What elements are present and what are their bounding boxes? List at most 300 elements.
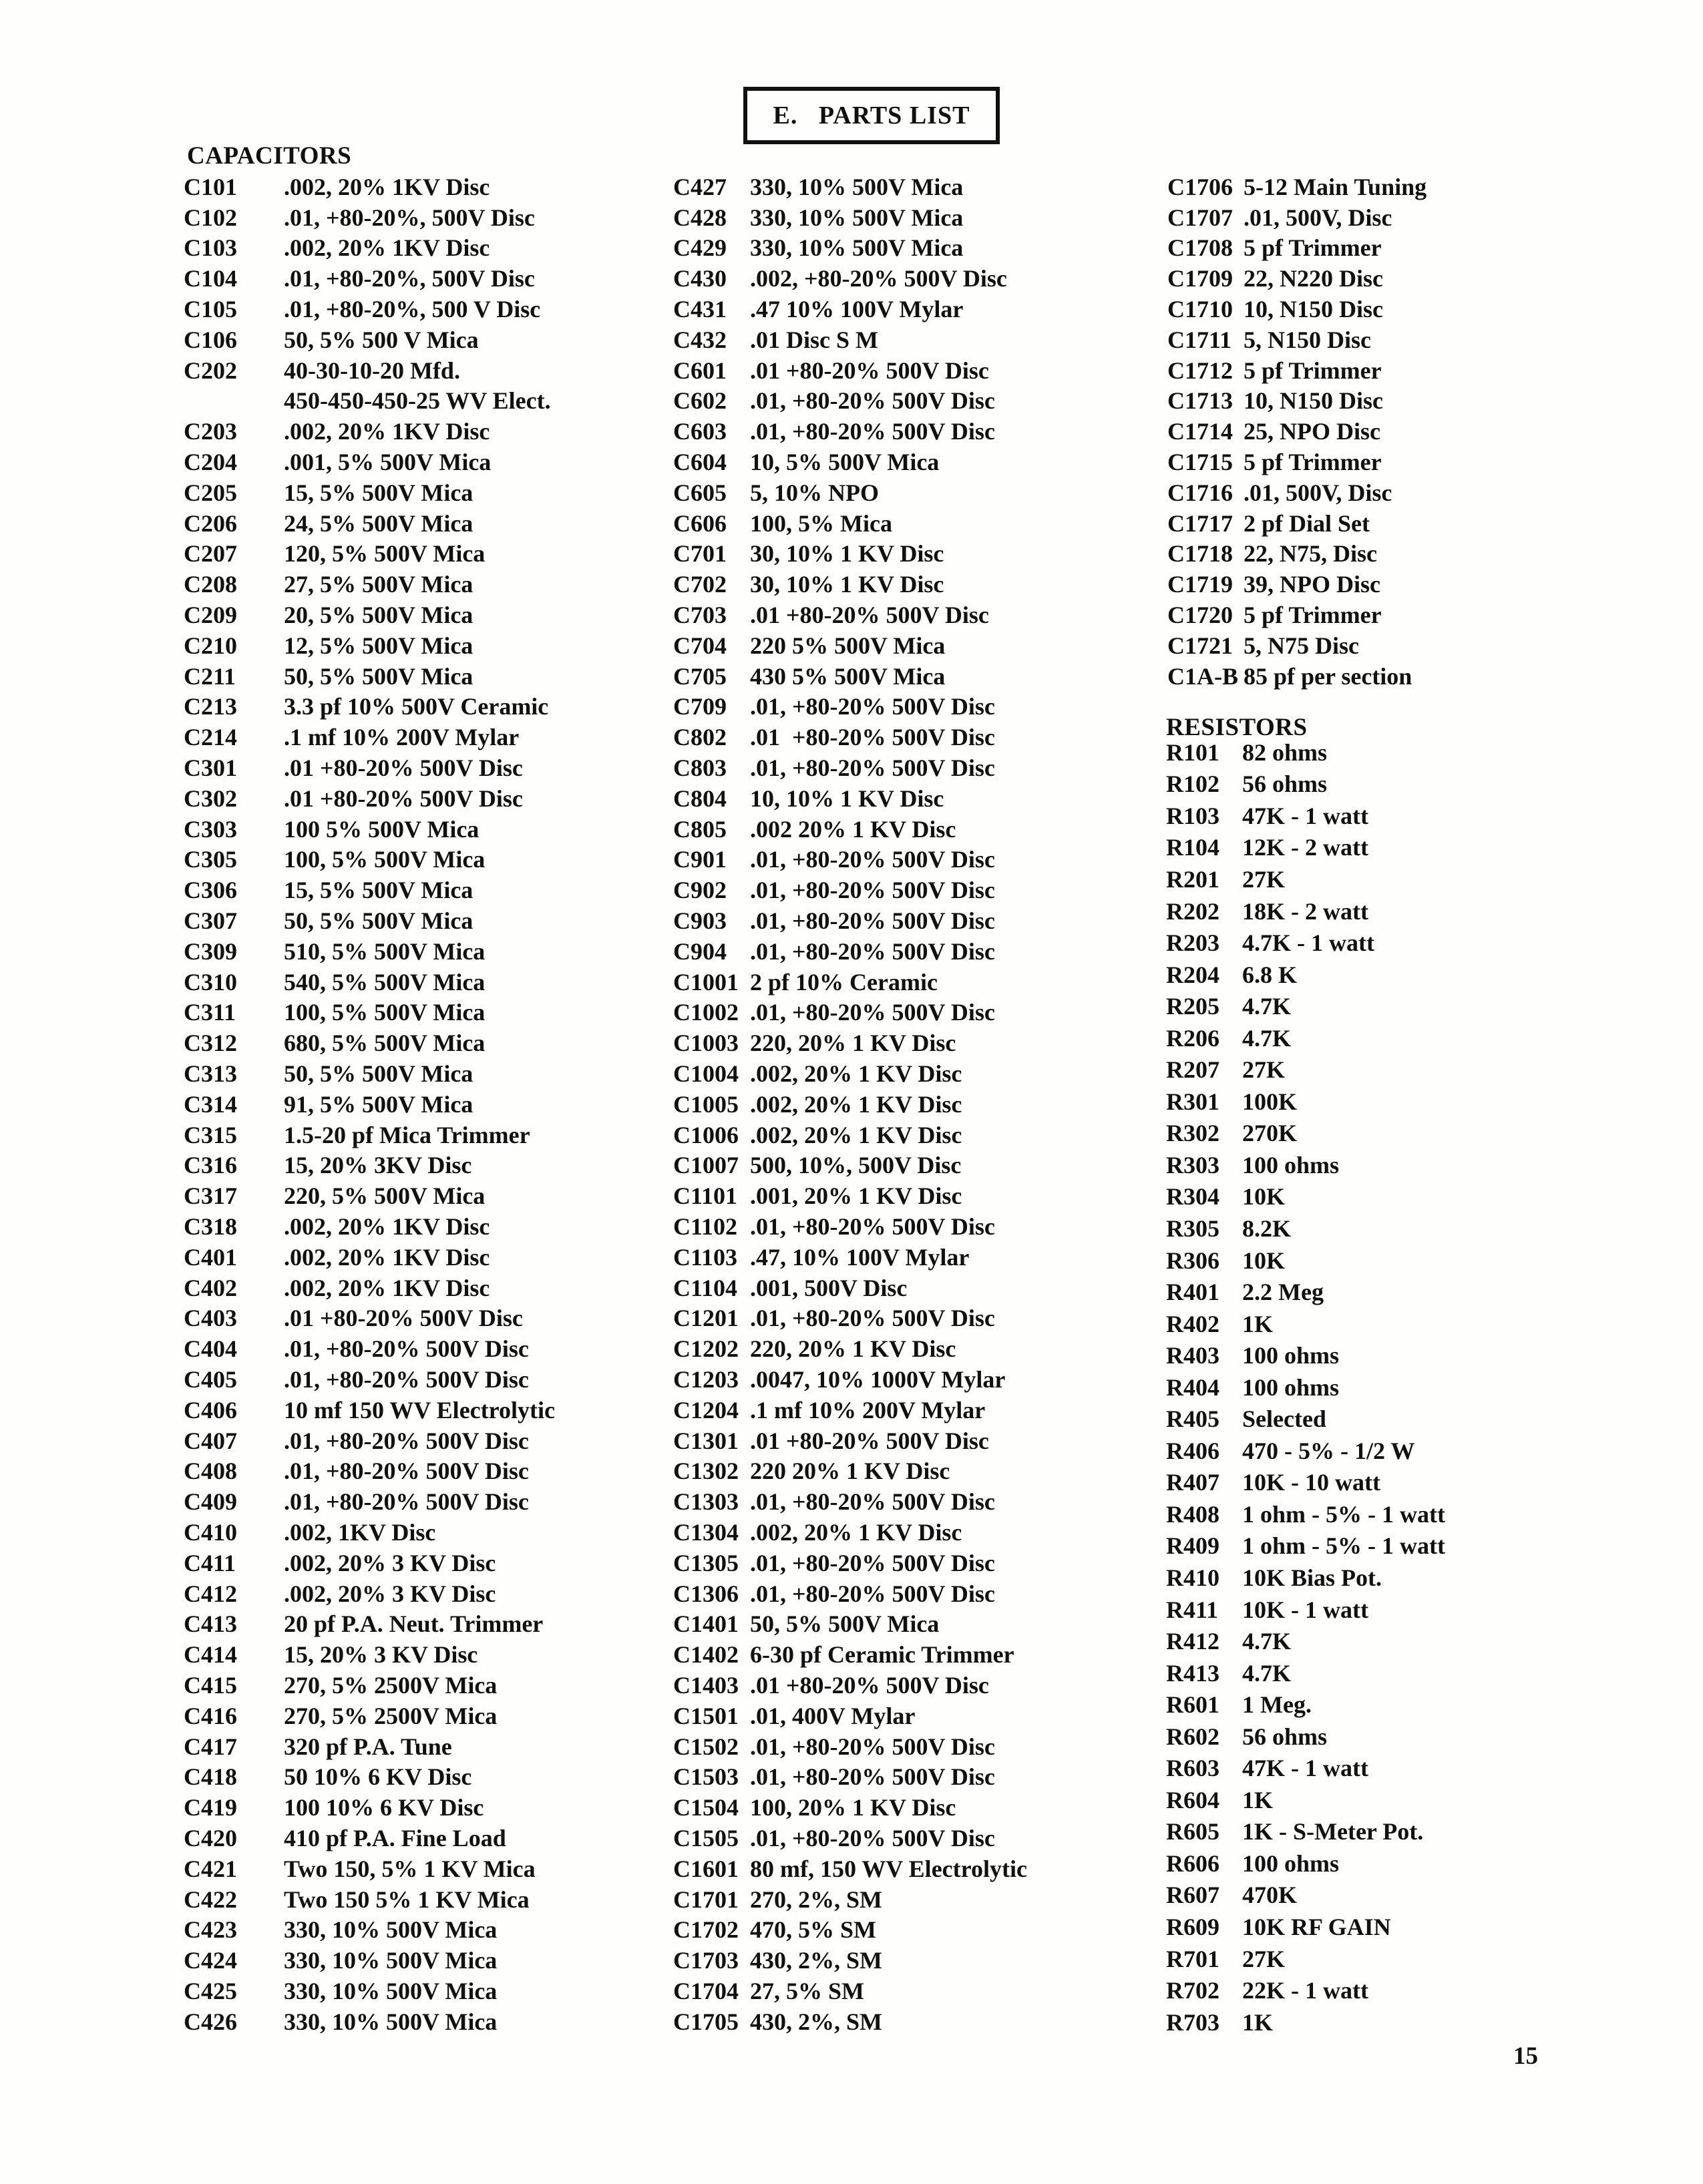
part-ref: C703 [673,602,727,629]
part-ref: C1502 [673,1733,739,1760]
parts-row [184,1028,651,1058]
part-ref: C426 [184,2008,237,2035]
parts-row [184,600,651,630]
part-desc: 410 pf P.A. Fine Load [284,1824,506,1851]
part-ref: C421 [184,1855,237,1882]
page-title: E. PARTS LIST [773,101,970,130]
part-desc: 5, N75 Disc [1244,632,1359,659]
parts-row [184,1333,651,1364]
part-desc: 10, 10% 1 KV Disc [750,785,944,812]
part-desc: 5 pf Trimmer [1244,357,1382,384]
part-ref: C211 [184,662,236,690]
part-desc: 5-12 Main Tuning [1244,173,1427,200]
parts-row [673,1180,1147,1211]
part-ref: C1713 [1167,387,1233,415]
part-ref: R408 [1166,1500,1219,1528]
part-ref: C1003 [673,1030,739,1057]
part-desc: .01 +80-20% 500V Disc [750,724,995,751]
parts-row [1166,863,1687,895]
part-ref: C1504 [673,1794,739,1821]
parts-row [184,1058,651,1089]
part-desc: .01, +80-20%, 500 V Disc [284,296,541,323]
part-ref: C1710 [1167,296,1233,323]
part-desc: 3.3 pf 10% 500V Ceramic [284,693,549,720]
part-desc: .01, +80-20% 500V Disc [750,1213,995,1240]
part-desc: 100 ohms [1242,1151,1340,1178]
parts-row [184,1823,651,1853]
parts-row [673,1456,1147,1486]
part-desc: 5 pf Trimmer [1244,602,1382,629]
part-ref: C315 [184,1121,237,1148]
part-ref: R302 [1166,1120,1219,1147]
part-ref: C307 [184,907,237,935]
parts-row [1166,1213,1687,1245]
part-desc: 330, 10% 500V Mica [284,1916,498,1944]
part-ref: R607 [1166,1882,1219,1909]
part-desc: .01, 400V Mylar [750,1702,916,1729]
parts-row [673,1028,1147,1058]
part-desc: 30, 10% 1 KV Disc [750,540,944,568]
part-desc: 330, 10% 500V Mica [750,173,964,200]
parts-row [184,1395,651,1426]
part-desc: 10, N150 Disc [1244,387,1383,415]
part-ref: C104 [184,265,237,292]
part-ref: C103 [184,234,237,262]
part-ref: R207 [1166,1056,1219,1084]
parts-row [1167,477,1688,508]
part-desc: 220, 5% 500V Mica [284,1182,486,1210]
part-desc: .01, +80-20% 500V Disc [750,1549,995,1576]
part-ref: C408 [184,1458,237,1485]
part-desc: .01, +80-20% 500V Disc [750,1733,995,1760]
parts-row [184,1608,651,1639]
part-desc: Two 150 5% 1 KV Mica [284,1886,530,1913]
parts-row [184,386,651,417]
capacitors-column-2 [673,172,1147,2037]
parts-row [673,905,1147,936]
parts-row [1166,1847,1687,1880]
parts-row [1166,800,1687,832]
parts-row [184,539,651,570]
part-ref: R401 [1166,1279,1219,1306]
parts-row [184,630,651,661]
parts-row [184,1976,651,2006]
part-desc: .002, 20% 1 KV Disc [750,1090,962,1118]
parts-row [184,692,651,722]
parts-row [1166,1753,1687,1785]
part-ref: C309 [184,937,237,965]
parts-row [1166,990,1687,1022]
part-ref: R407 [1166,1469,1219,1496]
part-ref: C1704 [673,1977,739,2004]
parts-row [184,1150,651,1181]
part-ref: C303 [184,815,237,843]
part-desc: .47 10% 100V Mylar [750,296,964,323]
parts-row [1166,1943,1687,1975]
part-ref: C420 [184,1824,237,1851]
parts-row [673,233,1147,264]
parts-row [673,202,1147,233]
part-ref: R702 [1166,1977,1219,2004]
part-desc: .01, +80-20% 500V Disc [284,1488,529,1516]
part-desc: 50 10% 6 KV Disc [284,1763,472,1791]
part-ref: C410 [184,1518,237,1546]
parts-row [673,1211,1147,1242]
parts-row [673,1608,1147,1639]
page-title-box [743,87,1000,144]
part-ref: C1720 [1167,602,1233,629]
part-desc: 27K [1242,1945,1286,1972]
part-desc: 1.5-20 pf Mica Trimmer [284,1121,530,1148]
part-desc: 430, 2%, SM [750,2008,882,2035]
part-desc: 510, 5% 500V Mica [284,937,486,965]
part-ref: C301 [184,754,237,782]
part-desc: .01, +80-20%, 500V Disc [284,204,535,231]
part-desc: 27, 5% 500V Mica [284,571,474,598]
part-ref: C427 [673,173,727,200]
part-desc: 270, 5% 2500V Mica [284,1671,498,1699]
part-ref: C1001 [673,968,739,996]
part-desc: .01 +80-20% 500V Disc [750,602,989,629]
parts-row [1166,1022,1687,1054]
part-ref: C302 [184,785,237,812]
parts-row [1167,600,1688,630]
part-ref: C1A-B [1167,662,1238,690]
part-desc: .01, +80-20% 500V Disc [750,846,995,873]
part-desc: 680, 5% 500V Mica [284,1030,486,1057]
parts-row [184,814,651,845]
part-desc: .01 Disc S M [750,326,878,353]
capacitors-column-1 [184,172,651,2037]
parts-row [673,752,1147,783]
part-ref: R410 [1166,1564,1219,1591]
part-ref: R202 [1166,897,1219,925]
part-ref: C411 [184,1549,236,1576]
part-desc: 1 ohm - 5% - 1 watt [1242,1500,1445,1528]
part-ref: C208 [184,571,237,598]
part-desc: 430 5% 500V Mica [750,662,946,690]
parts-row [673,936,1147,967]
part-ref: C1707 [1167,204,1233,231]
parts-row [673,967,1147,998]
parts-row [673,1792,1147,1823]
part-ref: C702 [673,571,727,598]
part-ref: C1717 [1167,509,1233,537]
parts-row [1166,736,1687,769]
part-desc: .002, 20% 1 KV Disc [750,1060,962,1087]
parts-row [184,1853,651,1884]
part-desc: 10K - 1 watt [1242,1596,1368,1623]
part-ref: R606 [1166,1849,1219,1877]
part-ref: C207 [184,540,237,568]
part-ref: C403 [184,1305,237,1332]
parts-row [1166,1498,1687,1530]
part-ref: C1715 [1167,449,1233,476]
part-desc: 10, N150 Disc [1244,296,1383,323]
part-ref: C1303 [673,1488,739,1516]
part-desc: .002, 20% 1KV Disc [284,1213,490,1240]
parts-row [184,1701,651,1731]
parts-row [184,294,651,324]
part-desc: 47K - 1 watt [1242,1755,1368,1782]
part-desc: 6.8 K [1242,961,1298,988]
part-desc: 12K - 2 watt [1242,834,1368,861]
part-desc: 470K [1242,1882,1298,1909]
part-ref: C605 [673,479,727,506]
part-ref: C1601 [673,1855,739,1882]
part-ref: C1718 [1167,540,1233,568]
part-ref: C432 [673,326,727,353]
part-ref: C804 [673,785,727,812]
part-ref: C105 [184,296,237,323]
part-desc: .01, +80-20% 500V Disc [750,937,995,965]
part-ref: C418 [184,1763,237,1791]
part-desc: .002, 20% 1KV Disc [284,173,490,200]
part-ref: C312 [184,1030,237,1057]
parts-row [673,477,1147,508]
parts-row [673,1853,1147,1884]
part-desc: 330, 10% 500V Mica [284,2008,498,2035]
part-desc: .01, 500V, Disc [1244,479,1392,506]
part-desc: 4.7K [1242,1024,1292,1052]
part-desc: .01, +80-20% 500V Disc [750,877,995,904]
part-ref: C1505 [673,1824,739,1851]
parts-row [1166,1371,1687,1403]
part-desc: .01 +80-20% 500V Disc [284,785,523,812]
part-ref: R103 [1166,802,1219,829]
parts-row [673,1395,1147,1426]
parts-row [673,172,1147,202]
part-desc: 4.7K [1242,993,1292,1020]
part-desc: 1K - S-Meter Pot. [1242,1818,1424,1845]
part-desc: 320 pf P.A. Tune [284,1733,452,1760]
parts-row [673,1731,1147,1762]
parts-row [673,875,1147,905]
part-desc: .002, 20% 1 KV Disc [750,1518,962,1546]
parts-row [673,1426,1147,1456]
part-ref: R412 [1166,1628,1219,1655]
parts-row [1166,1974,1687,2006]
part-ref: C416 [184,1702,237,1729]
part-desc: 270, 2%, SM [750,1886,882,1913]
part-desc: .002, 20% 1KV Disc [284,418,490,445]
parts-row [184,569,651,600]
parts-row [673,355,1147,386]
part-ref: C407 [184,1427,237,1454]
part-ref: C425 [184,1977,237,2004]
part-desc: .01 +80-20% 500V Disc [284,1305,523,1332]
part-ref: C409 [184,1488,237,1516]
parts-row [1167,324,1688,355]
parts-row [673,1914,1147,1945]
parts-row [1166,1594,1687,1626]
part-desc: 10K [1242,1247,1286,1274]
part-ref: C423 [184,1916,237,1944]
part-desc: 100, 5% 500V Mica [284,999,486,1026]
part-desc: 50, 5% 500V Mica [750,1610,940,1638]
parts-row [1166,1657,1687,1689]
part-desc: 22, N220 Disc [1244,265,1383,292]
part-ref: C419 [184,1794,237,1821]
part-desc: .01, +80-20% 500V Disc [284,1335,529,1363]
part-desc: 15, 5% 500V Mica [284,479,474,506]
parts-row [184,1089,651,1120]
parts-row [1166,769,1687,801]
capacitors-heading: CAPACITORS [187,142,352,170]
part-desc: .01, +80-20% 500V Disc [750,1488,995,1516]
parts-row [1166,1562,1687,1594]
parts-row [1166,1149,1687,1181]
parts-row [673,386,1147,417]
part-ref: R413 [1166,1659,1219,1687]
part-ref: C1501 [673,1702,739,1729]
parts-row [1167,386,1688,417]
part-desc: 10K Bias Pot. [1242,1564,1382,1591]
part-desc: .001, 20% 1 KV Disc [750,1182,962,1210]
part-desc: 2 pf 10% Ceramic [750,968,938,996]
part-desc: 220, 20% 1 KV Disc [750,1030,956,1057]
parts-row [184,1548,651,1578]
part-desc: 15, 20% 3KV Disc [284,1152,472,1179]
part-ref: C1402 [673,1641,739,1669]
part-desc: 27K [1242,1056,1286,1084]
parts-row [673,692,1147,722]
part-ref: R206 [1166,1024,1219,1052]
parts-row [1166,927,1687,959]
parts-row [1166,895,1687,927]
parts-row [184,845,651,875]
part-desc: 4.7K [1242,1628,1292,1655]
part-ref: C406 [184,1396,237,1424]
parts-row [184,508,651,539]
part-ref: R602 [1166,1723,1219,1750]
parts-row [1166,1467,1687,1499]
part-desc: .01, +80-20% 500V Disc [284,1458,529,1485]
part-desc: 220, 20% 1 KV Disc [750,1335,956,1363]
parts-row [1166,1816,1687,1848]
part-ref: C314 [184,1090,237,1118]
part-desc: 100, 5% Mica [750,509,892,537]
parts-row [673,569,1147,600]
parts-row [184,783,651,814]
parts-row [184,1945,651,1976]
parts-row [184,1486,651,1517]
part-desc: .002, 1KV Disc [284,1518,436,1546]
part-ref: C210 [184,632,237,659]
part-ref: C1101 [673,1182,738,1210]
parts-row [673,1058,1147,1089]
part-ref: R201 [1166,865,1219,893]
part-ref: C1706 [1167,173,1233,200]
part-desc: 40-30-10-20 Mfd. [284,357,460,384]
part-ref: R605 [1166,1818,1219,1845]
part-desc: .47, 10% 100V Mylar [750,1243,970,1271]
part-desc: 330, 10% 500V Mica [750,234,964,262]
part-ref: C1202 [673,1335,739,1363]
parts-row [673,263,1147,294]
part-desc: 2 pf Dial Set [1244,509,1370,537]
part-ref: C205 [184,479,237,506]
part-desc: .01, +80-20% 500V Disc [750,1580,995,1607]
parts-row [673,1761,1147,1792]
part-ref: C206 [184,509,237,537]
part-desc: 82 ohms [1242,738,1328,766]
part-desc: .002, 20% 1 KV Disc [750,1121,962,1148]
parts-row [673,1670,1147,1701]
parts-row [673,294,1147,324]
part-desc: .002, 20% 1KV Disc [284,1274,490,1301]
part-desc: 100, 5% 500V Mica [284,846,486,873]
part-ref: C428 [673,204,727,231]
part-desc: 10K - 10 watt [1242,1469,1380,1496]
part-ref: C802 [673,724,727,751]
parts-row [184,1517,651,1548]
part-ref: C805 [673,815,727,843]
part-desc: 6-30 pf Ceramic Trimmer [750,1641,1014,1669]
part-desc: .01, +80-20% 500V Disc [750,1824,995,1851]
part-desc: Two 150, 5% 1 KV Mica [284,1855,536,1882]
part-ref: R301 [1166,1088,1219,1115]
part-desc: 1K [1242,1786,1274,1813]
parts-row [184,172,651,202]
part-desc: 15, 5% 500V Mica [284,877,474,904]
parts-row [1166,959,1687,991]
parts-row [184,1426,651,1456]
parts-row [1167,630,1688,661]
parts-row [184,202,651,233]
part-ref: C606 [673,509,727,537]
parts-row [1166,832,1687,864]
part-desc: .01, +80-20% 500V Disc [750,754,995,782]
part-desc: 50, 5% 500V Mica [284,907,474,935]
part-ref: C424 [184,1947,237,1974]
part-ref: C213 [184,693,237,720]
resistors-column [1166,736,1687,2038]
part-desc: 2.2 Meg [1242,1279,1324,1306]
part-desc: 330, 10% 500V Mica [750,204,964,231]
parts-row [1166,1689,1687,1721]
part-desc: 330, 10% 500V Mica [284,1977,498,2004]
parts-row [1166,1911,1687,1943]
parts-row [184,1792,651,1823]
part-ref: C709 [673,693,727,720]
part-ref: C204 [184,449,237,476]
part-desc: 120, 5% 500V Mica [284,540,486,568]
part-ref: R603 [1166,1755,1219,1782]
part-desc: 8.2K [1242,1215,1292,1242]
part-desc: 470 - 5% - 1/2 W [1242,1437,1415,1464]
parts-row [1166,1308,1687,1340]
part-ref: C1302 [673,1458,739,1485]
part-desc: 1 Meg. [1242,1691,1312,1719]
part-ref: C1401 [673,1610,739,1638]
part-ref: C1304 [673,1518,739,1546]
part-desc: 10K [1242,1183,1286,1211]
part-desc: 4.7K - 1 watt [1242,929,1374,957]
part-ref: C313 [184,1060,237,1087]
part-ref: C422 [184,1886,237,1913]
part-ref: C1306 [673,1580,739,1607]
part-ref: C1104 [673,1274,738,1301]
part-ref: C1007 [673,1152,739,1179]
part-desc: 220 20% 1 KV Disc [750,1458,950,1485]
part-ref: C1002 [673,999,739,1026]
parts-row [1167,172,1688,202]
parts-row [673,630,1147,661]
part-desc: 330, 10% 500V Mica [284,1947,498,1974]
part-desc: 12, 5% 500V Mica [284,632,474,659]
parts-row [184,1456,651,1486]
